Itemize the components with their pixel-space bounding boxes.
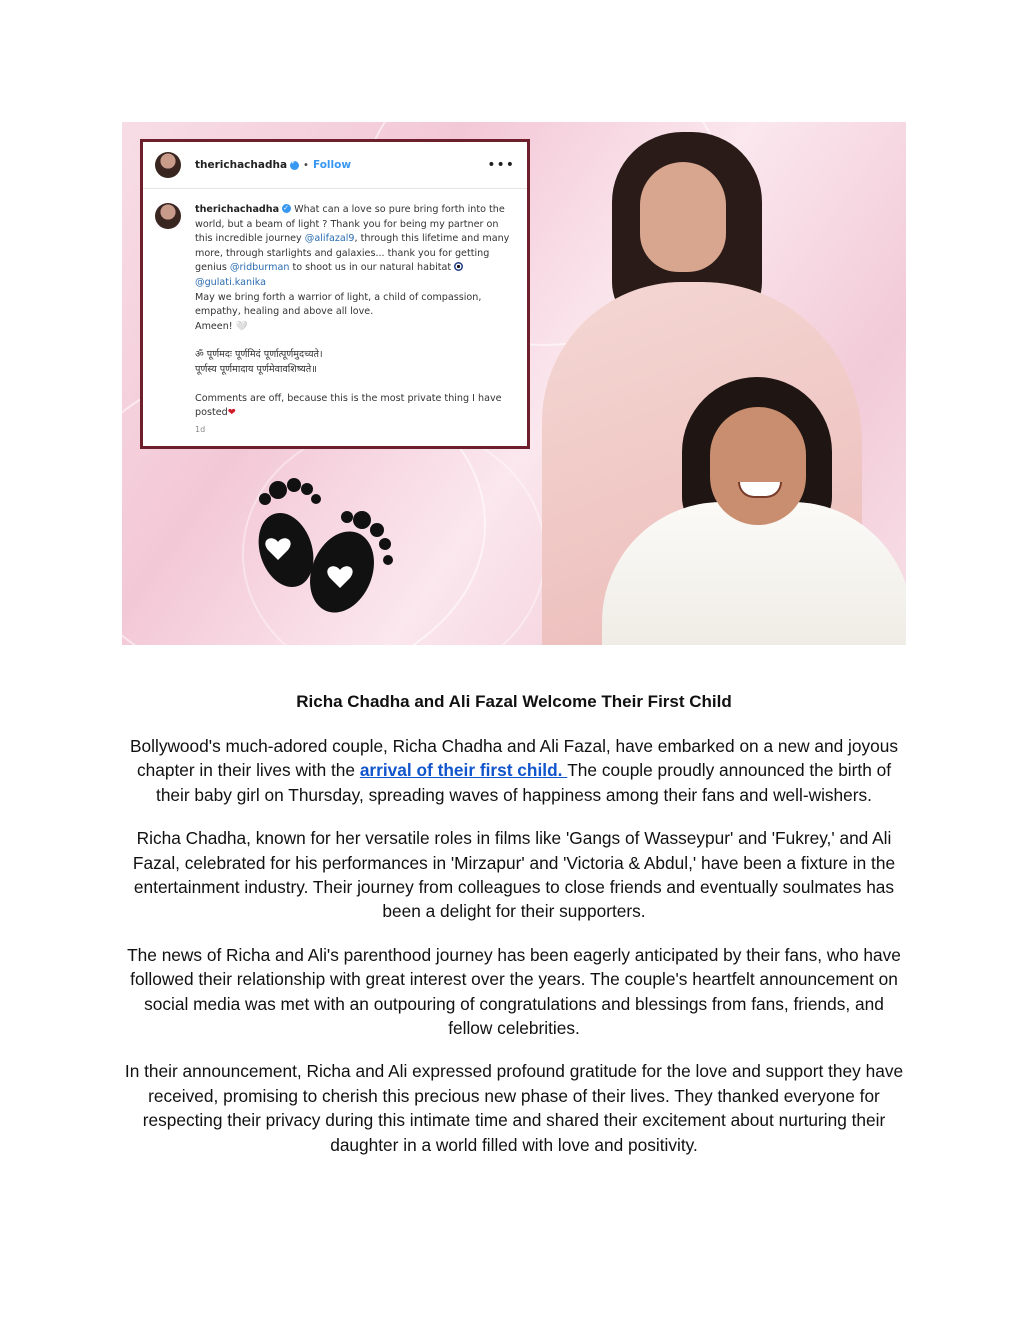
caption-text: , through this lifetime and many more, through starlights and galaxies... thank you for getting genius	[195, 233, 510, 274]
article-paragraph-3: The news of Richa and Ali's parenthood journey has been eagerly anticipated by their fans, who have followed their relationship with great interest over the years. The couple's heartfelt announcement on social media was met with an outpouring of congratulations and blessings from fans, friends, and fellow celebrities.	[127, 944, 901, 1039]
verified-badge-icon	[282, 204, 291, 213]
article-title: Richa Chadha and Ali Fazal Welcome Their First Child	[296, 692, 732, 711]
mention-gulati-kanika: @gulati.kanika	[195, 276, 267, 288]
article-paragraph-4: In their announcement, Richa and Ali expressed profound gratitude for the love and support they have received, promising to cherish this precious new phase of their lives. They thanked everyone for respecting their privacy during this intimate time and shared their excitement about nurturing their daughter in a world filled with love and positivity.	[124, 1061, 904, 1155]
post-username: therichachadha	[195, 159, 288, 171]
couple-photo	[542, 122, 906, 645]
post-caption-area	[143, 189, 527, 437]
post-header	[143, 142, 527, 189]
post-timestamp: 1d	[195, 424, 206, 434]
article-paragraph-1	[122, 734, 906, 807]
caption-ameen-line: Ameen! 🤍	[195, 320, 248, 332]
man-face	[710, 407, 806, 525]
avatar	[155, 152, 181, 178]
comments-off-note: Comments are off, because this is the most private thing I have posted	[195, 392, 502, 419]
caption-warrior-line: May we bring forth a warrior of light, a child of compassion, empathy, healing and above all love.	[195, 291, 482, 318]
mention-ridburman: @ridburman	[229, 262, 290, 274]
baby-footprints-icon	[234, 472, 394, 632]
evil-eye-icon	[454, 262, 463, 271]
woman-face	[640, 162, 726, 272]
avatar	[155, 203, 181, 229]
arrival-of-first-child-link[interactable]: arrival of their first child.	[359, 760, 568, 781]
instagram-post-screenshot	[140, 139, 530, 449]
verified-badge-icon	[290, 161, 299, 170]
sanskrit-line-2: पूर्णस्य पूर्णमादाय पूर्णमेवावशिष्यते॥	[195, 363, 318, 375]
mention-alifazal: @alifazal9	[304, 233, 355, 245]
heart-icon: ❤	[227, 407, 236, 419]
hero-image	[122, 122, 906, 645]
caption-text: What can a love so pure bring forth into the world, but a beam of light ? Thank you for being my partner on this incredible journey	[195, 204, 505, 245]
more-options-icon: •••	[487, 157, 515, 173]
post-caption	[195, 203, 515, 437]
separator-dot: •	[303, 159, 309, 171]
sanskrit-line-1: ॐ पूर्णमदः पूर्णमिदं पूर्णात्पूर्णमुदच्यते।	[195, 349, 323, 361]
paragraph-text: The couple proudly announced the birth of their baby girl on Thursday, spreading waves of happiness among their fans and well-wishers.	[156, 760, 892, 805]
caption-username: therichachadha	[195, 204, 280, 215]
caption-text: to shoot us in our natural habitat	[292, 262, 452, 274]
article	[122, 692, 906, 1176]
paragraph-text: Bollywood's much-adored couple, Richa Chadha and Ali Fazal, have embarked on a new and joyous chapter in their lives with the	[130, 736, 898, 781]
follow-button: Follow	[312, 159, 352, 171]
article-paragraph-2: Richa Chadha, known for her versatile roles in films like 'Gangs of Wasseypur' and 'Fukrey,' and Ali Fazal, celebrated for his performances in 'Mirzapur' and 'Victoria & Abdul,' have been a fixture in the entertainment industry. Their journey from colleagues to close friends and eventually soulmates has been a delight for their supporters.	[132, 828, 896, 922]
